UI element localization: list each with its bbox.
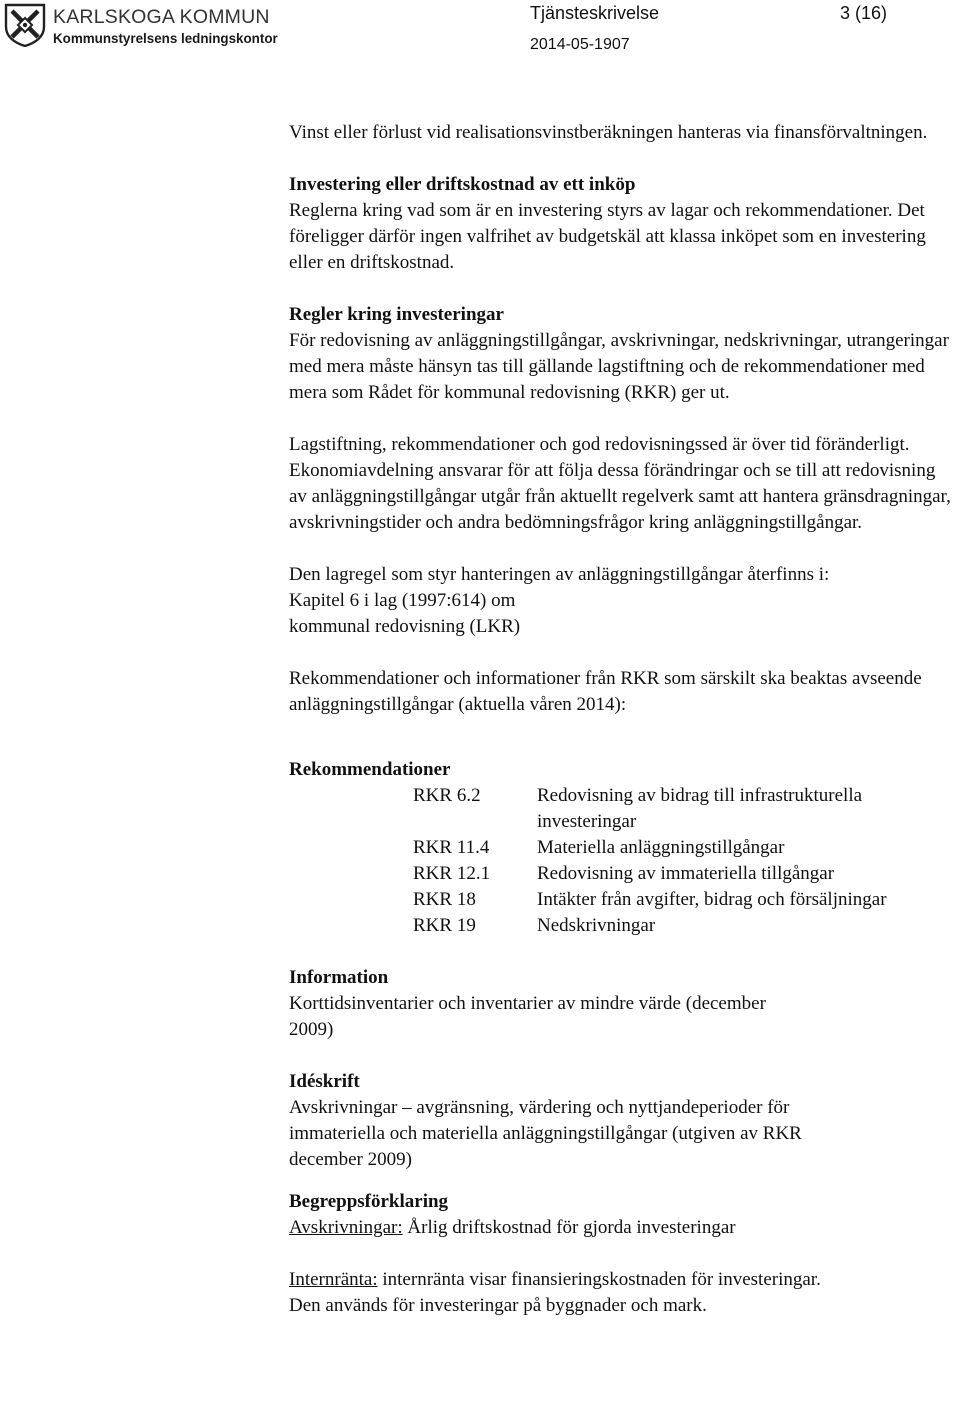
internranta-extra: Den används för investeringar på byggnader och mark. — [289, 1295, 707, 1316]
rkr-description: Redovisning av immateriella tillgångar — [537, 863, 835, 884]
document-number: 2014-05-1907 — [530, 36, 630, 53]
heading-begreppsforklaring: Begreppsförklaring — [289, 1191, 449, 1212]
document-body — [289, 120, 957, 1319]
lagregel-reference: Kapitel 6 i lag (1997:614) om kommunal redovisning (LKR) — [289, 590, 521, 637]
document-type: Tjänsteskrivelse — [530, 3, 660, 23]
term-internranta: Internränta: — [289, 1269, 378, 1290]
rkr-description: Nedskrivningar — [537, 915, 656, 936]
rkr-description: Intäkter från avgifter, bidrag och försäljningar — [537, 889, 887, 910]
heading-ideskrift: Idéskrift — [289, 1071, 360, 1092]
paragraph-regler: För redovisning av anläggningstillgångar, avskrivningar, nedskrivningar, utrangeringar med mera måste hänsyn tas till gällande lagstiftning och de rekommendationer med mera som Rådet för kommunal redovisning (RKR) ger ut. — [289, 330, 949, 403]
information-text: Korttidsinventarier och inventarier av mindre värde (december 2009) — [289, 993, 766, 1040]
coat-of-arms-icon — [3, 3, 47, 47]
avskrivningar-definition-text: Årlig driftskostnad för gjorda investeringar — [402, 1217, 736, 1238]
paragraph-lagregel: Den lagregel som styr hanteringen av anläggningstillgångar återfinns i: — [289, 564, 830, 585]
definition-internranta — [289, 1267, 957, 1293]
org-logo — [3, 3, 278, 49]
paragraph-lagstiftning: Lagstiftning, rekommendationer och god redovisningssed är över tid föränderligt. Ekonomiavdelning ansvarar för att följa dessa förändringar och se till att redovisning av anläggningstillgångar utgår från aktuellt regelverk samt att hantera gränsdragningar, avskrivningstider och andra bedömningsfrågor kring anläggningstillgångar. — [289, 434, 951, 533]
table-row — [413, 913, 937, 939]
table-row — [413, 783, 937, 835]
rkr-table — [413, 783, 937, 939]
table-row — [413, 887, 937, 913]
internranta-definition-text: internränta visar finansieringskostnaden för investeringar. — [377, 1269, 821, 1290]
paragraph-realisation: Vinst eller förlust vid realisationsvinstberäkningen hanteras via finansförvaltningen. — [289, 122, 928, 143]
rkr-code: RKR 6.2 — [413, 785, 481, 806]
heading-rekommendationer: Rekommendationer — [289, 759, 451, 780]
term-avskrivningar: Avskrivningar: — [289, 1217, 403, 1238]
org-name: KARLSKOGA KOMMUN — [53, 6, 270, 28]
heading-regler: Regler kring investeringar — [289, 304, 504, 325]
rkr-code: RKR 11.4 — [413, 837, 490, 858]
heading-information: Information — [289, 967, 389, 988]
rkr-description: Redovisning av bidrag till infrastrukturella investeringar — [537, 785, 863, 832]
org-department: Kommunstyrelsens ledningskontor — [53, 31, 278, 46]
heading-investering: Investering eller driftskostnad av ett inköp — [289, 174, 636, 195]
rkr-code: RKR 12.1 — [413, 863, 491, 884]
paragraph-rkr-intro: Rekommendationer och informationer från RKR som särskilt ska beaktas avseende anläggningstillgångar (aktuella våren 2014): — [289, 668, 922, 715]
rkr-code: RKR 18 — [413, 889, 476, 910]
definition-avskrivningar — [289, 1215, 957, 1241]
table-row — [413, 861, 937, 887]
ideskrift-text: Avskrivningar – avgränsning, värdering och nyttjandeperioder för immateriella och materiella anläggningstillgångar (utgiven av RKR december 2009) — [289, 1097, 802, 1170]
table-row — [413, 835, 937, 861]
page-number: 3 (16) — [840, 3, 888, 23]
paragraph-investering: Reglerna kring vad som är en investering styrs av lagar och rekommendationer. Det föreligger därför ingen valfrihet av budgetskäl att klassa inköpet som en investering eller en driftskostnad. — [289, 200, 926, 273]
rkr-description: Materiella anläggningstillgångar — [537, 837, 785, 858]
rkr-code: RKR 19 — [413, 915, 476, 936]
